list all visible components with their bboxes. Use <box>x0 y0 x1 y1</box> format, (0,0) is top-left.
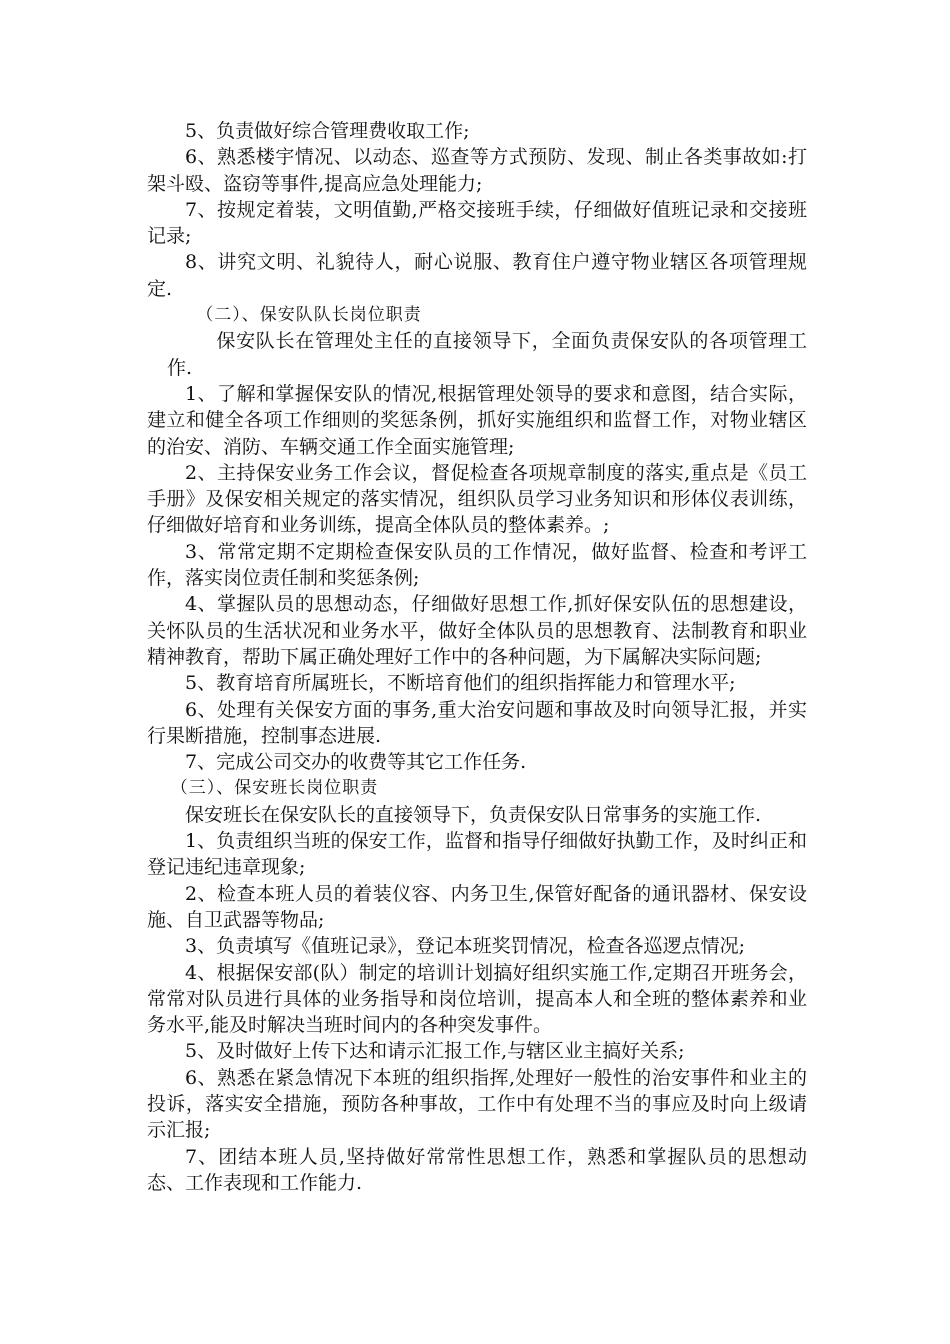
duty-item: 5、负责做好综合管理费收取工作; <box>185 120 470 142</box>
duty-item: 7、团结本班人员,坚持做好常常性思想工作，熟悉和掌握队员的思想动态、工作表现和工作能力. <box>147 1145 807 1194</box>
duty-item: 7、按规定着装，文明值勤,严格交接班手续，仔细做好值班记录和交接班记录; <box>147 198 807 248</box>
duty-item: 3、常常定期不定期检查保安队员的工作情况，做好监督、检查和考评工作，落实岗位责任制和奖惩条例; <box>147 540 807 590</box>
duty-item: 2、检查本班人员的着装仪容、内务卫生,保管好配备的通讯器材、保安设施、自卫武器等物品; <box>147 882 807 931</box>
section-heading: （三）、保安班长岗位职责 <box>170 778 379 799</box>
duty-item: 7、完成公司交办的收费等其它工作任务. <box>185 751 527 774</box>
duty-item: 1、负责组织当班的保安工作，监督和指导仔细做好执勤工作，及时纠正和登记违纪违章现象; <box>147 830 807 879</box>
duty-item: 4、掌握队员的思想动态，仔细做好思想工作,抓好保安队伍的思想建设，关怀队员的生活状况和业务水平，做好全体队员的思想教育、法制教育和职业精神教育，帮助下属正确处理好工作中的各种问题，为下属解决实际问题; <box>147 593 807 668</box>
document-page <box>147 118 807 1196</box>
section-2-captain-duties <box>147 302 807 775</box>
duty-item: 6、处理有关保安方面的事务,重大治安问题和事故及时向领导汇报，并实行果断措施，控制事态进展. <box>147 698 807 747</box>
section-3-squad-leader-duties <box>147 775 807 1196</box>
duty-item: 6、熟悉在紧急情况下本班的组织指挥,处理好一般性的治安事件和业主的投诉，落实安全措施，预防各种事故，工作中有处理不当的事应及时向上级请示汇报; <box>147 1066 807 1142</box>
duty-item: 4、根据保安部(队）制定的培训计划搞好组织实施工作,定期召开班务会，常常对队员进行具体的业务指导和岗位培训，提高本人和全班的整体素养和业务水平,能及时解决当班时间内的各种突发事件。 <box>147 961 807 1037</box>
section-1-duties <box>147 118 807 302</box>
section-lead: 保安班长在保安队长的直接领导下，负责保安队日常事务的实施工作. <box>185 803 762 826</box>
duty-item: 3、负责填写《值班记录》，登记本班奖罚情况，检查各巡逻点情况; <box>185 935 745 958</box>
duty-item: 1、了解和掌握保安队的情况,根据管理处领导的要求和意图，结合实际，建立和健全各项工作细则的奖惩条例，抓好实施组织和监督工作，对物业辖区的治安、消防、车辆交通工作全面实施管理; <box>147 382 807 458</box>
section-lead: 保安队长在管理处主任的直接领导下，全面负责保安队的各项管理工作. <box>167 330 807 379</box>
duty-item: 6、熟悉楼宇情况、以动态、巡查等方式预防、发现、制止各类事故如:打架斗殴、盗窃等事件,提高应急处理能力; <box>147 146 807 195</box>
duty-item: 5、教育培育所属班长，不断培育他们的组织指挥能力和管理水平; <box>185 672 736 695</box>
duty-item: 2、主持保安业务工作会议，督促检查各项规章制度的落实,重点是《员工手册》及保安相关规定的落实情况，组织队员学习业务知识和形体仪表训练，仔细做好培育和业务训练，提高全体队员的整体素养。; <box>147 461 807 537</box>
duty-item: 8、讲究文明、礼貌待人，耐心说服、教育住户遵守物业辖区各项管理规定. <box>147 251 807 300</box>
section-heading: （二）、保安队队长岗位职责 <box>196 305 422 326</box>
duty-item: 5、及时做好上传下达和请示汇报工作,与辖区业主搞好关系; <box>185 1040 685 1063</box>
